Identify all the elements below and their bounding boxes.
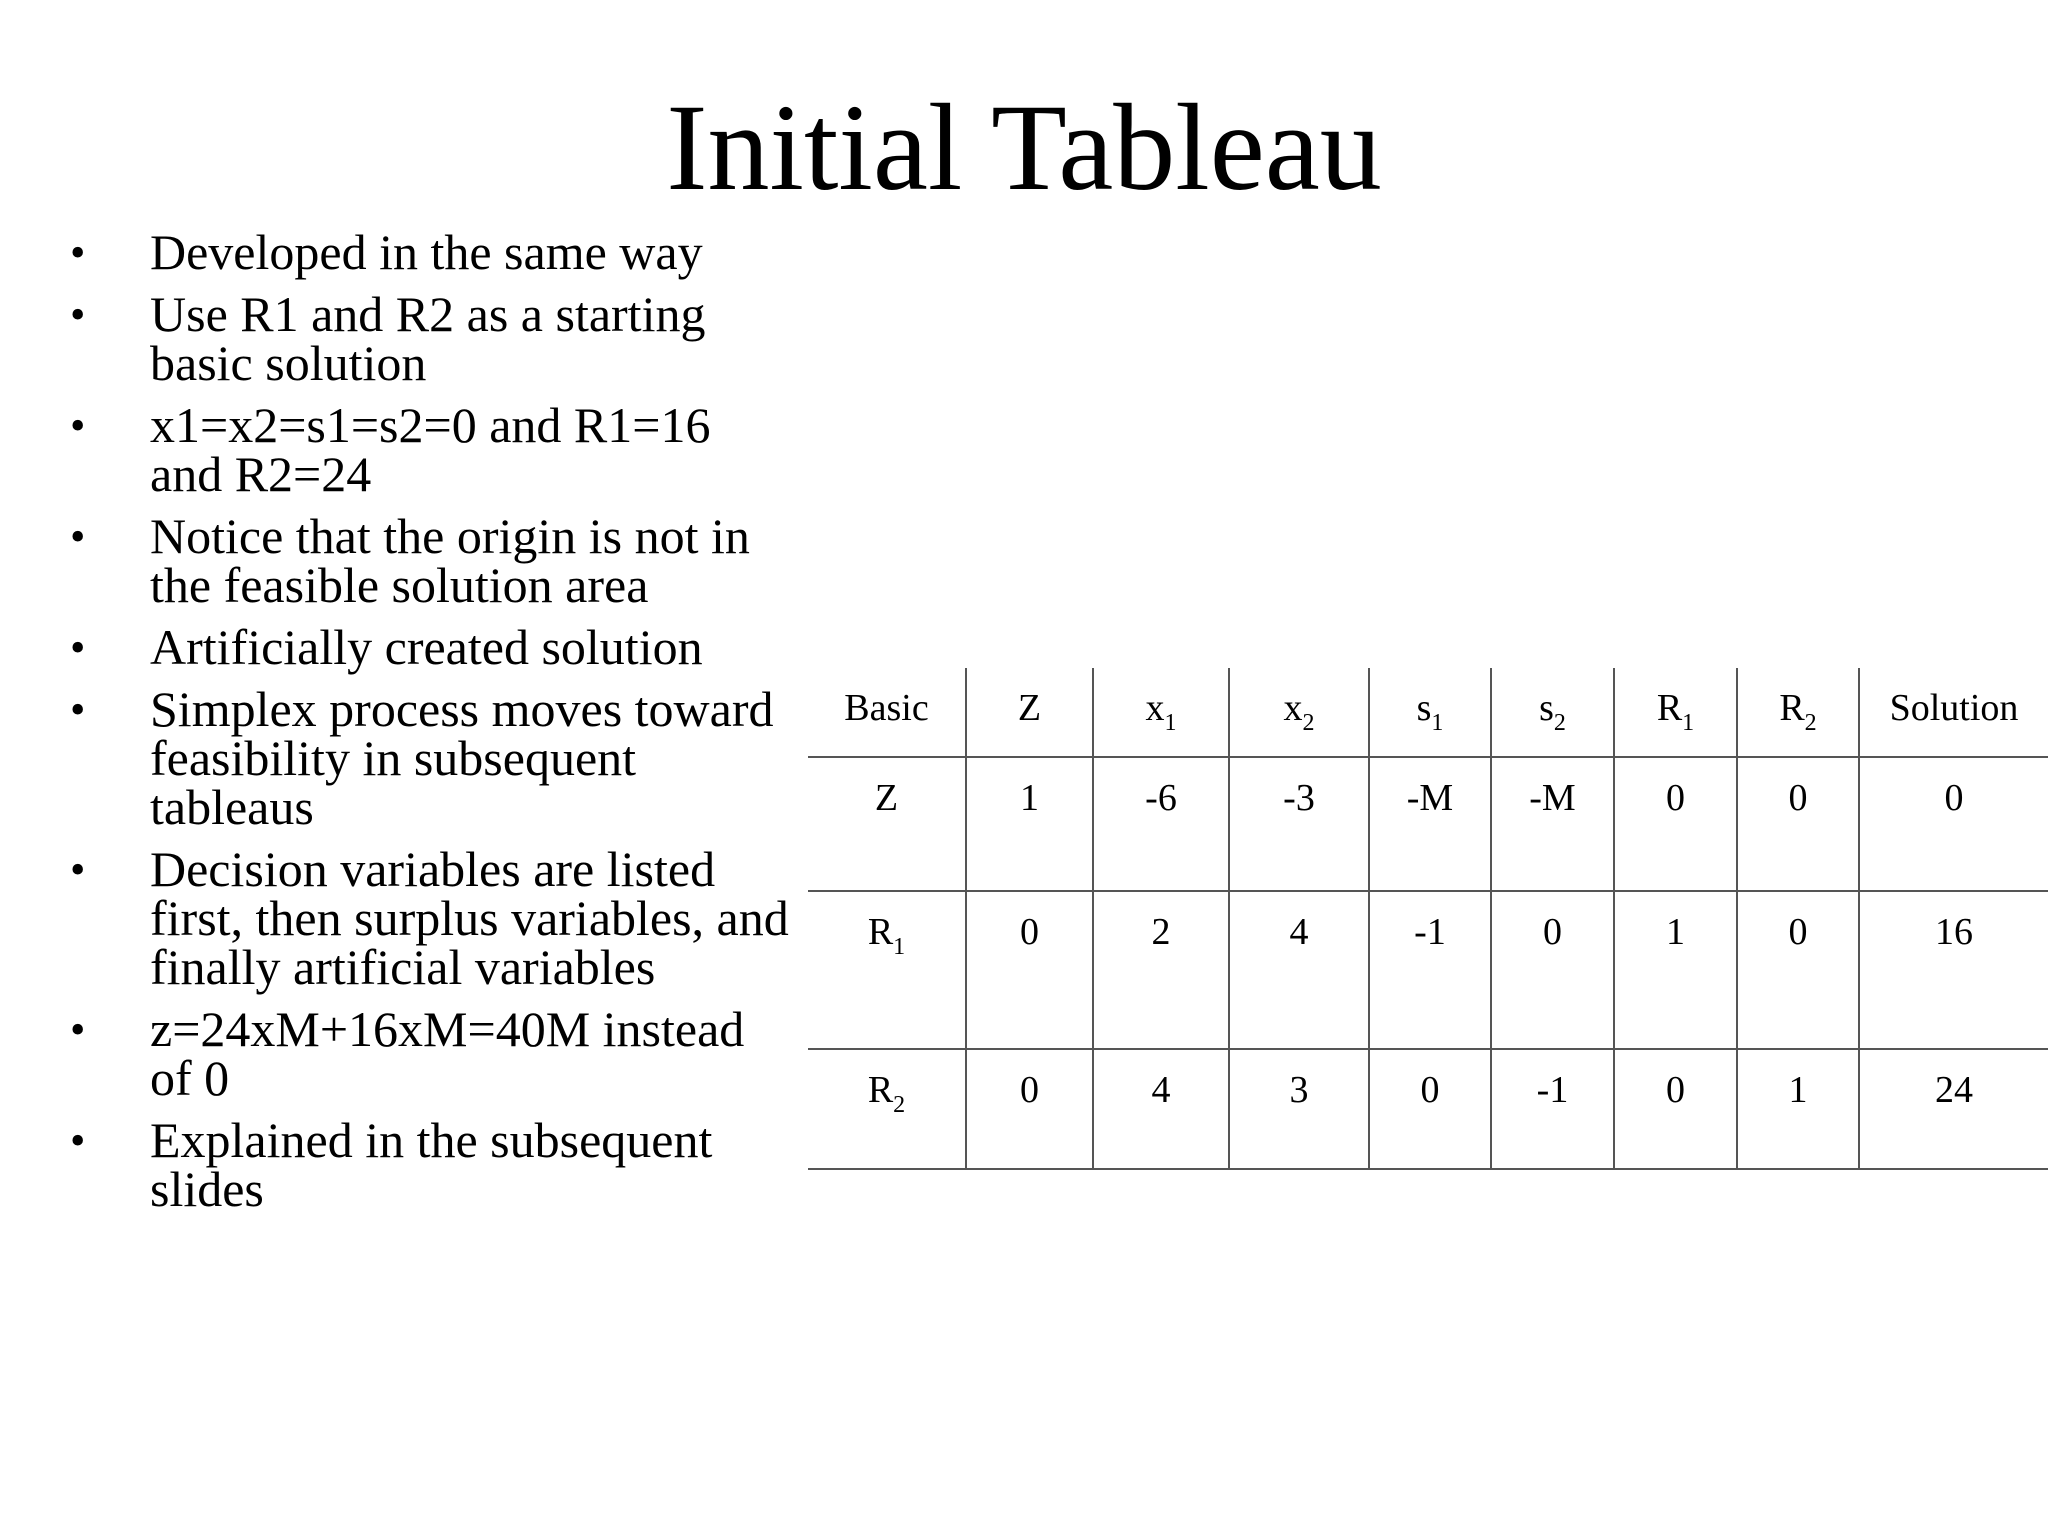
header-cell-text: R bbox=[1779, 687, 1805, 729]
bullet-text: Use R1 and R2 as a starting basic solution bbox=[150, 286, 706, 391]
bullet-icon: • bbox=[70, 228, 86, 277]
header-cell-subscript: 2 bbox=[1553, 710, 1566, 736]
basic-variable-subscript: 1 bbox=[893, 934, 906, 960]
bullet-text: Decision variables are listed first, then surplus variables, and finally artificial variables bbox=[150, 841, 789, 995]
header-cell-s2 bbox=[1491, 668, 1614, 757]
header-cell-r2 bbox=[1737, 668, 1859, 757]
table-cell: 1 bbox=[1614, 891, 1737, 1049]
table-cell: 1 bbox=[966, 757, 1093, 891]
table-cell: 16 bbox=[1859, 891, 2048, 1049]
table-row bbox=[808, 757, 2048, 891]
header-cell-text: Z bbox=[1017, 687, 1042, 729]
bullet-icon: • bbox=[70, 512, 86, 561]
table-cell: 0 bbox=[1614, 757, 1737, 891]
header-cell-s1 bbox=[1369, 668, 1491, 757]
tableau-header-row bbox=[808, 668, 2048, 757]
basic-variable-text: R bbox=[867, 911, 894, 953]
table-cell: 1 bbox=[1737, 1049, 1859, 1169]
header-cell-text: s bbox=[1539, 687, 1554, 729]
bullet-icon: • bbox=[70, 685, 86, 734]
table-cell: 0 bbox=[1737, 757, 1859, 891]
basic-variable-cell bbox=[808, 1049, 966, 1169]
bullet-icon: • bbox=[70, 290, 86, 339]
bullet-item bbox=[70, 286, 790, 391]
bullet-icon: • bbox=[70, 1005, 86, 1054]
bullet-icon: • bbox=[70, 623, 86, 672]
table-cell: -M bbox=[1491, 757, 1614, 891]
bullet-text: Simplex process moves toward feasibility in subsequent tableaus bbox=[150, 681, 774, 835]
table-row bbox=[808, 1049, 2048, 1169]
bullet-text: Notice that the origin is not in the feasible solution area bbox=[150, 508, 750, 613]
header-cell-text: Basic bbox=[844, 687, 929, 729]
table-cell: 4 bbox=[1229, 891, 1369, 1049]
basic-variable-cell bbox=[808, 891, 966, 1049]
header-cell-basic bbox=[808, 668, 966, 757]
basic-variable-text: Z bbox=[874, 777, 899, 819]
table-cell: 0 bbox=[1737, 891, 1859, 1049]
header-cell-text: Solution bbox=[1889, 687, 2019, 729]
table-cell: -6 bbox=[1093, 757, 1229, 891]
bullet-item bbox=[70, 397, 790, 502]
bullet-item bbox=[70, 841, 790, 995]
bullet-icon: • bbox=[70, 401, 86, 450]
header-cell-text: x bbox=[1145, 687, 1165, 729]
table-cell: -1 bbox=[1369, 891, 1491, 1049]
table-cell: 0 bbox=[1614, 1049, 1737, 1169]
header-cell-z bbox=[966, 668, 1093, 757]
bullet-text: Artificially created solution bbox=[150, 619, 703, 675]
header-cell-text: x bbox=[1283, 687, 1303, 729]
table-cell: -1 bbox=[1491, 1049, 1614, 1169]
table-cell: 0 bbox=[966, 1049, 1093, 1169]
header-cell-subscript: 1 bbox=[1682, 710, 1695, 736]
table-cell: -M bbox=[1369, 757, 1491, 891]
table-cell: 0 bbox=[1369, 1049, 1491, 1169]
bullet-text: Developed in the same way bbox=[150, 224, 703, 280]
basic-variable-text: R bbox=[867, 1069, 894, 1111]
table-cell: 2 bbox=[1093, 891, 1229, 1049]
table-cell: -3 bbox=[1229, 757, 1369, 891]
header-cell-subscript: 1 bbox=[1431, 710, 1444, 736]
slide-title: Initial Tableau bbox=[666, 79, 1382, 216]
header-cell-r1 bbox=[1614, 668, 1737, 757]
bullet-text: z=24xM+16xM=40M instead of 0 bbox=[150, 1001, 745, 1106]
table-cell: 0 bbox=[966, 891, 1093, 1049]
bullet-item bbox=[70, 224, 790, 280]
basic-variable-cell bbox=[808, 757, 966, 891]
header-cell-subscript: 2 bbox=[1302, 710, 1315, 736]
bullet-icon: • bbox=[70, 845, 86, 894]
header-cell-subscript: 1 bbox=[1164, 710, 1177, 736]
bullet-item bbox=[70, 1112, 790, 1217]
table-row bbox=[808, 891, 2048, 1049]
bullet-item bbox=[70, 681, 790, 835]
bullet-text: x1=x2=s1=s2=0 and R1=16 and R2=24 bbox=[150, 397, 711, 502]
bullet-text: Explained in the subsequent slides bbox=[150, 1112, 713, 1217]
header-cell-text: s bbox=[1416, 687, 1432, 729]
table-cell: 24 bbox=[1859, 1049, 2048, 1169]
table-cell: 0 bbox=[1859, 757, 2048, 891]
bullet-icon: • bbox=[70, 1116, 86, 1165]
header-cell-text: R bbox=[1656, 687, 1683, 729]
table-cell: 4 bbox=[1093, 1049, 1229, 1169]
table-cell: 3 bbox=[1229, 1049, 1369, 1169]
bullet-item bbox=[70, 619, 790, 675]
bullet-list bbox=[70, 224, 790, 1227]
table-cell: 0 bbox=[1491, 891, 1614, 1049]
header-cell-solution bbox=[1859, 668, 2048, 757]
bullet-item bbox=[70, 508, 790, 613]
simplex-tableau bbox=[808, 668, 2048, 1170]
header-cell-x2 bbox=[1229, 668, 1369, 757]
header-cell-subscript: 2 bbox=[1804, 710, 1817, 736]
bullet-item bbox=[70, 1001, 790, 1106]
header-cell-x1 bbox=[1093, 668, 1229, 757]
basic-variable-subscript: 2 bbox=[893, 1092, 906, 1118]
